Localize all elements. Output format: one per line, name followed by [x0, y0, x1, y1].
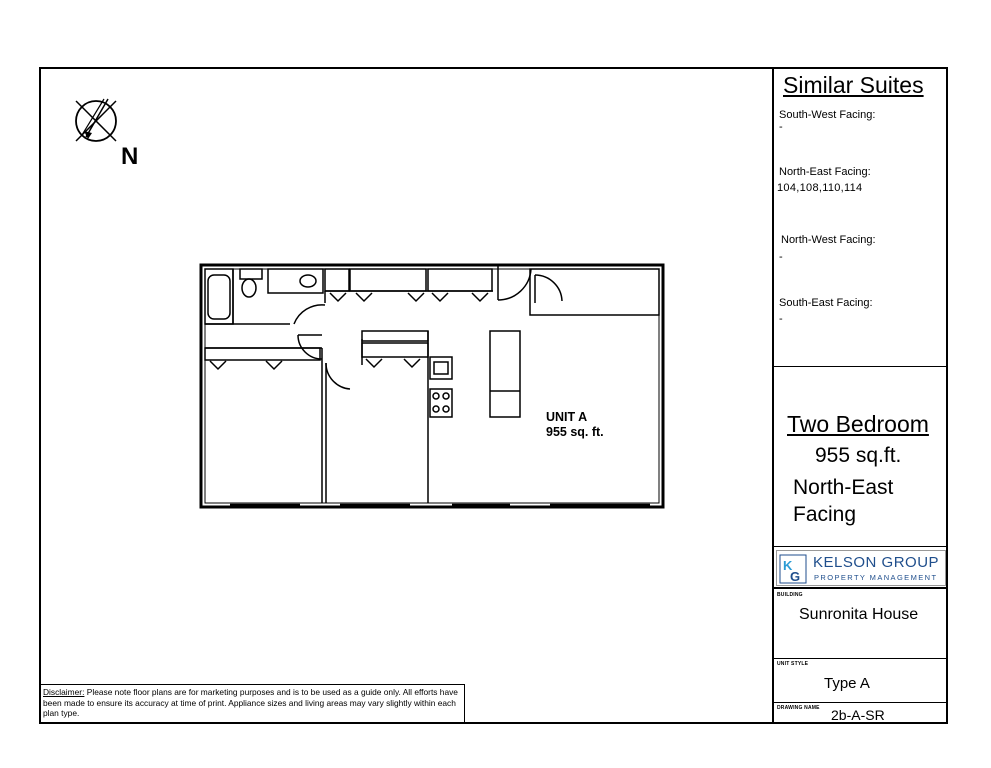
suite-facing-line2: Facing	[793, 503, 857, 526]
disclaimer-box	[41, 684, 465, 724]
building-value: Sunronita House	[799, 606, 919, 623]
disclaimer-text: Please note floor plans are for marketing purposes and is to be used as a guide only. All efforts have been made to ensure its accuracy at time of print. Appliance sizes and living areas may vary slightly within each plan type.	[43, 687, 458, 718]
group-label-ne: North-East Facing:	[779, 166, 871, 178]
unit-area: 955 sq. ft.	[546, 425, 604, 439]
svg-text:G: G	[790, 569, 801, 584]
group-value-se: -	[779, 313, 783, 325]
divider	[774, 366, 948, 367]
similar-suites-title: Similar Suites	[783, 72, 924, 98]
compass-icon	[70, 95, 122, 147]
suite-type: Two Bedroom	[787, 411, 929, 437]
divider	[774, 702, 948, 703]
divider	[774, 587, 948, 589]
unit-name: UNIT A	[546, 410, 588, 424]
sidebar-divider	[772, 67, 774, 724]
company-name: KELSON GROUP	[813, 554, 940, 571]
group-label-nw: North-West Facing:	[781, 234, 876, 246]
divider	[774, 658, 948, 659]
floor-plan	[190, 255, 670, 515]
drawing-name-label: DRAWING NAME	[777, 705, 820, 711]
svg-text:K: K	[783, 558, 793, 573]
group-label-se: South-East Facing:	[779, 297, 873, 309]
building-label: BUILDING	[777, 592, 803, 598]
company-tagline: PROPERTY MANAGEMENT	[814, 573, 938, 582]
group-value-ne: 104,108,110,114	[777, 182, 863, 194]
suite-facing-line1: North-East	[793, 476, 894, 499]
kg-mark-icon	[779, 554, 807, 584]
unit-style-label: UNIT STYLE	[777, 661, 809, 667]
disclaimer-title: Disclaimer:	[43, 687, 85, 697]
group-value-nw: -	[779, 251, 783, 263]
suite-area: 955 sq.ft.	[815, 444, 902, 467]
drawing-name-value: 2b-A-SR	[831, 707, 885, 723]
north-label: N	[121, 143, 139, 170]
company-logo	[776, 550, 946, 586]
group-value-sw: -	[779, 121, 783, 133]
divider	[774, 546, 948, 547]
group-label-sw: South-West Facing:	[779, 109, 876, 121]
unit-style-value: Type A	[824, 675, 870, 692]
